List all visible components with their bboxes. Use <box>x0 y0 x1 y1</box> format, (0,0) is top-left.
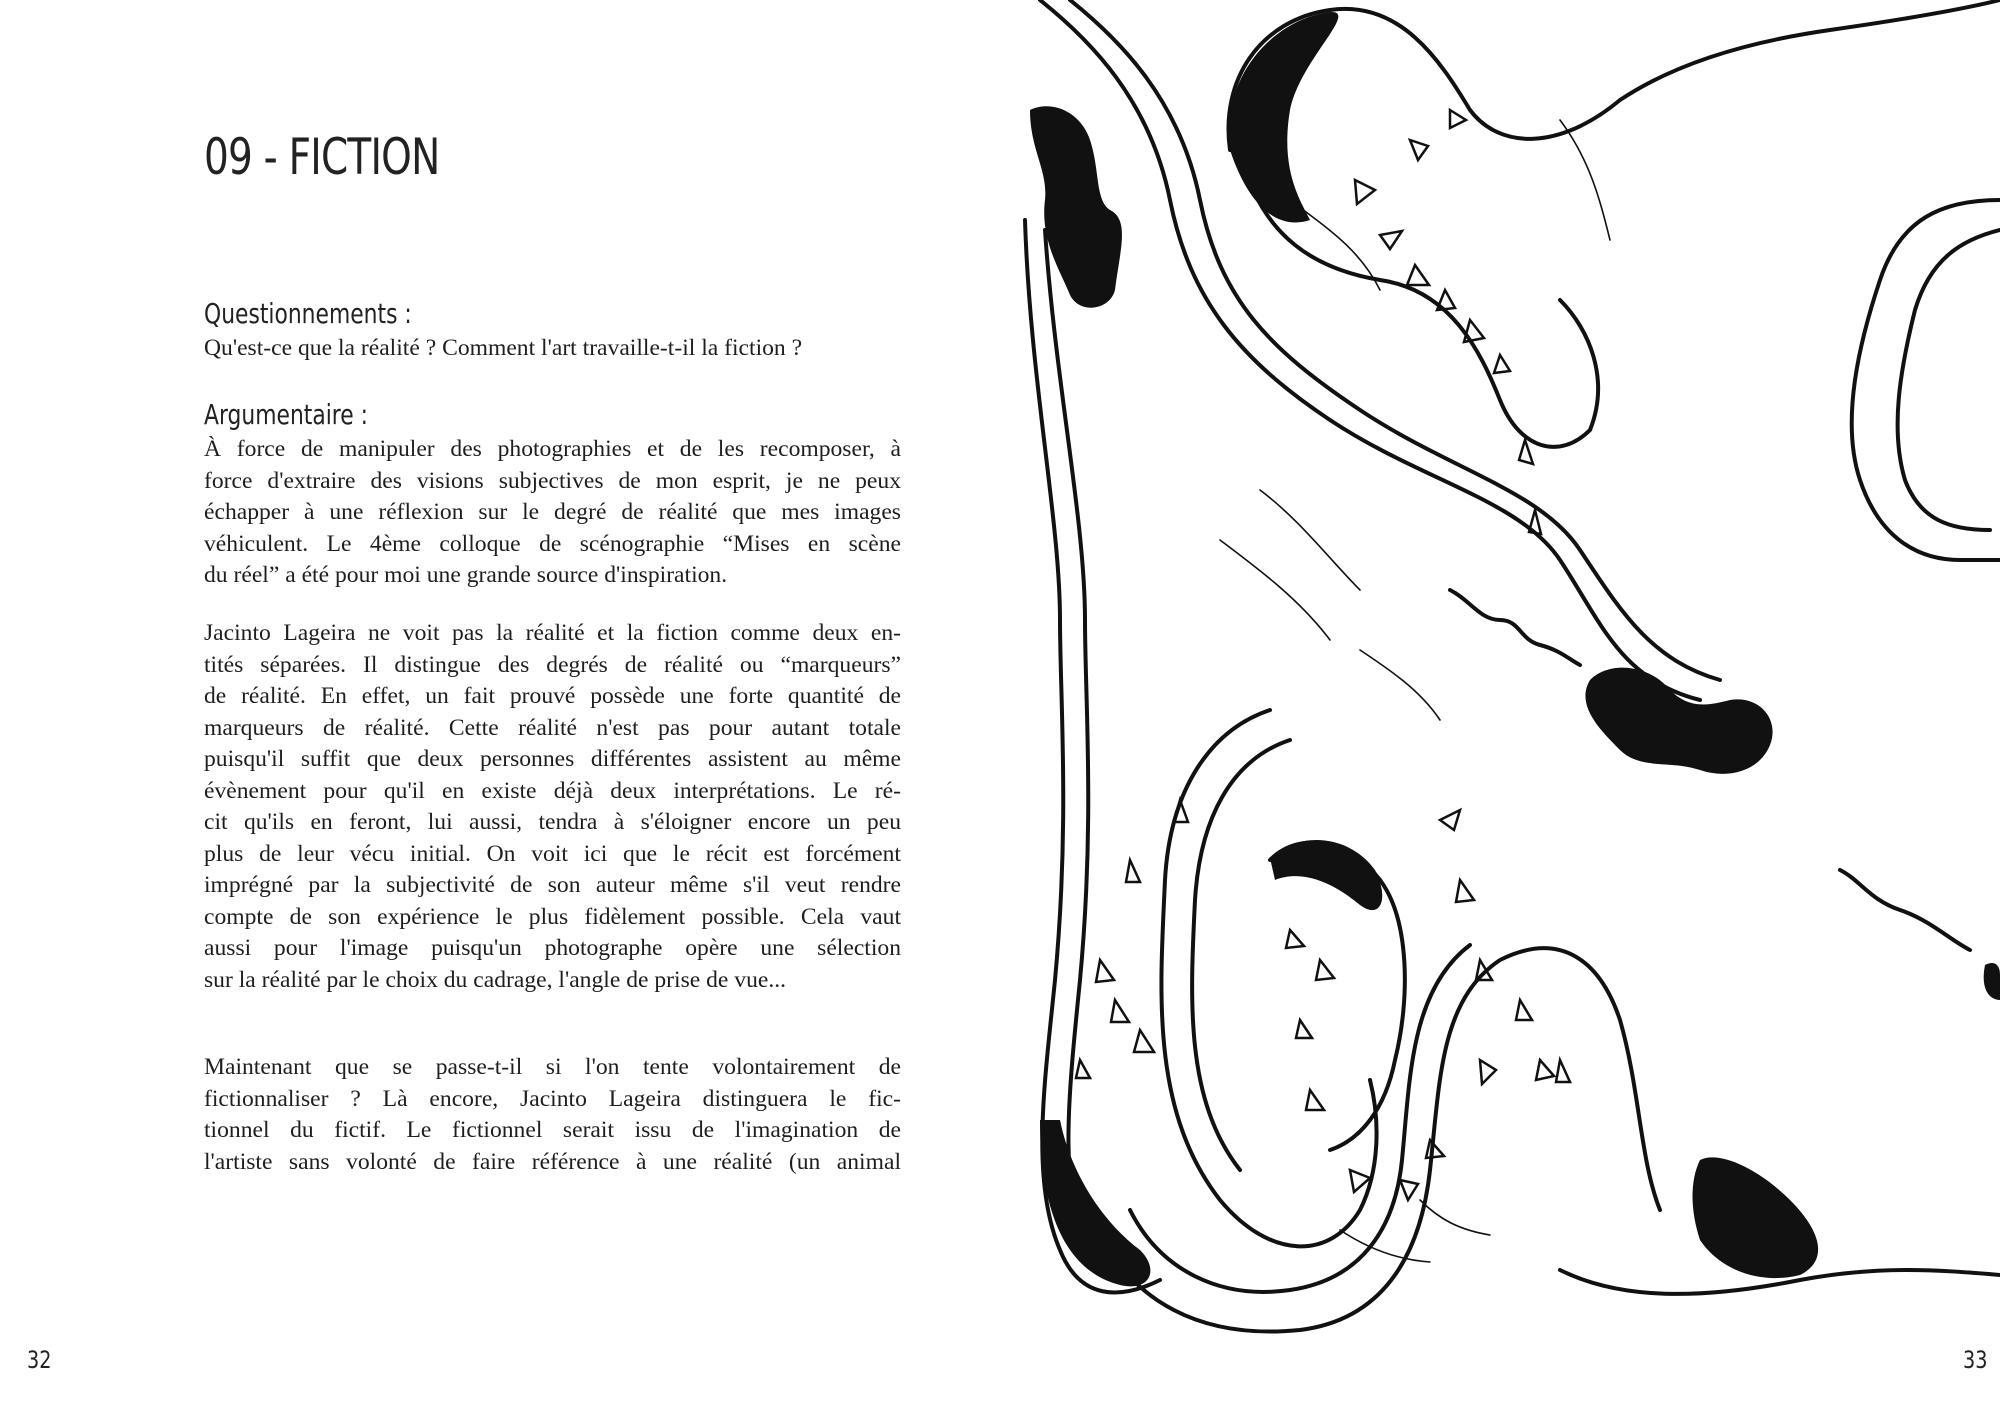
text-line: Qu'est-ce que la réalité ? Comment l'art travaille-t-il la fiction ? <box>204 335 803 361</box>
paragraph-3 <box>204 1052 901 1178</box>
upper-loop <box>1228 0 2000 150</box>
right-wave-inner <box>1898 230 2000 530</box>
text-line: tités séparées. Il distingue des degrés de réalité ou “marqueurs” <box>204 651 901 678</box>
text-line: marqueurs de réalité. Cette réalité n'est pas pour autant totale <box>204 714 901 741</box>
text-line: du réel” a été pour moi une grande source d'inspiration. <box>204 562 728 588</box>
text-line: échapper à une réflexion sur le degré de réalité que mes images <box>204 499 901 525</box>
ink-blob-bottom-left <box>1040 1120 1150 1286</box>
ink-blob-center <box>1585 668 1772 774</box>
text-line: aussi pour l'image puisqu'un photographe opère une sélection <box>204 935 901 961</box>
ink-blob-right-edge <box>1984 963 2000 1000</box>
text-line: imprégné par la subjectivité de son auteur même s'il veut rendre <box>204 872 901 898</box>
text-line: cit qu'ils en feront, lui aussi, tendra à s'éloigner encore un peu <box>204 809 901 835</box>
ink-blob-top-left <box>1030 106 1122 307</box>
paragraph-2 <box>204 618 901 996</box>
chapter-title: 09 - FICTION <box>204 128 440 186</box>
text-line: tionnel du fictif. Le fictionnel serait issu de l'imagination de <box>204 1117 901 1143</box>
text-line: véhiculent. Le 4ème colloque de scénographie “Mises en scène <box>204 530 901 557</box>
text-line: compte de son expérience le plus fidèlement possible. Cela vaut <box>204 903 901 930</box>
ink-blob-inner-loop <box>1270 840 1382 910</box>
text-line: force d'extraire des visions subjectives de mon esprit, je ne peux <box>204 467 901 494</box>
serpent-middle <box>1130 945 1470 1292</box>
text-line: l'artiste sans volonté de faire référence à une réalité (un animal <box>204 1148 901 1175</box>
right-wave <box>1852 200 2000 560</box>
ink-blob-upper <box>1229 12 1339 223</box>
paragraph-1 <box>204 434 901 592</box>
text-line: puisqu'il suffit que deux personnes différentes assistent au même <box>204 746 901 772</box>
text-line: Maintenant que se passe-t-il si l'on tente volontairement de <box>204 1054 901 1080</box>
text-line: sur la réalité par le choix du cadrage, l'angle de prise de vue... <box>204 966 787 993</box>
wavy-connector <box>1450 590 1580 665</box>
ink-blob-bottom-right <box>1693 1157 1819 1278</box>
s-curve-inner <box>1045 230 1088 1230</box>
page-number-right: 33 <box>1963 1346 1988 1374</box>
section-heading-argument: Argumentaire : <box>204 398 369 431</box>
text-line: À force de manipuler des photographies et de les recomposer, à <box>204 436 901 462</box>
track-top <box>1040 0 1700 700</box>
triangle-marks <box>1076 110 1570 1200</box>
serpent-loop-inner <box>1192 740 1290 1170</box>
ink-illustration <box>1000 0 2000 1419</box>
wavy-right <box>1840 870 1970 950</box>
questions-text <box>204 333 901 365</box>
section-heading-questions: Questionnements : <box>204 297 412 330</box>
right-page <box>1000 0 2000 1419</box>
page-number-left: 32 <box>27 1346 52 1374</box>
text-line: plus de leur vécu initial. On voit ici que le récit est forcément <box>204 840 901 867</box>
track-top-inner <box>1070 0 1720 680</box>
text-line: évènement pour qu'il en existe déjà deux interprétations. Le ré- <box>204 777 901 804</box>
text-line: Jacinto Lageira ne voit pas la réalité et la fiction comme deux en- <box>204 620 901 646</box>
text-line: de réalité. En effet, un fait prouvé possède une forte quantité de <box>204 683 901 709</box>
text-line: fictionnaliser ? Là encore, Jacinto Lageira distinguera le fic- <box>204 1085 901 1112</box>
